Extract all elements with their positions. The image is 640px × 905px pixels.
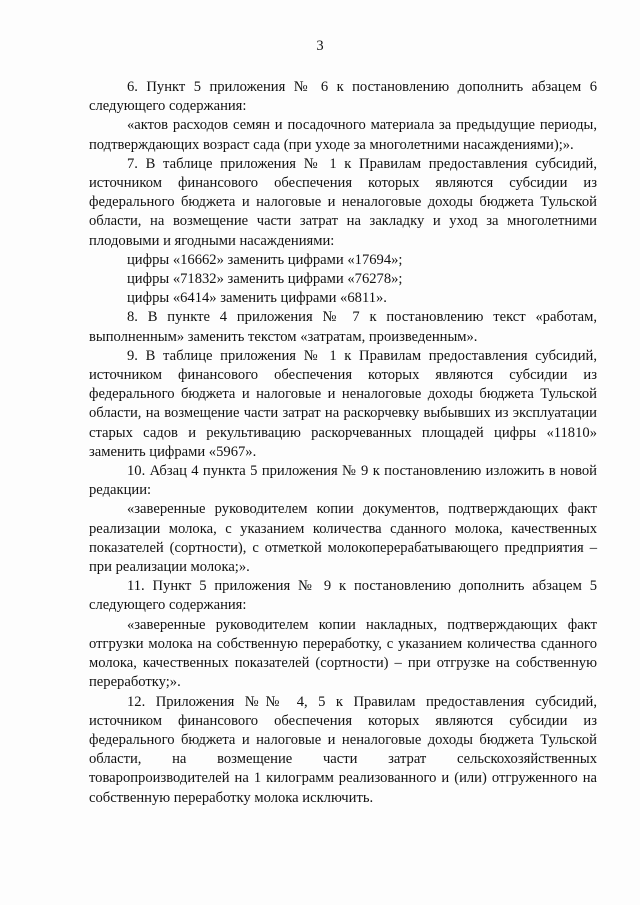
paragraph-item-8: 8. В пункте 4 приложения № 7 к постановлению текст «работам, выполненным» заменить текстом «затратам, произведенным». [89, 309, 597, 345]
paragraph-item-12: 12. Приложения №№ 4, 5 к Правилам предоставления субсидий, источником финансового обеспечения которых являются субсидии из федерального бюджета и налоговые и неналоговые доходы бюджета Тульской области, на возмещение части затрат сельскохозяйственных товаропроизводителей на 1 килограмм реализованного и (или) отгруженного на собственную переработку молока исключить. [89, 693, 597, 806]
paragraph-item-10: 10. Абзац 4 пункта 5 приложения № 9 к постановлению изложить в новой редакции: [89, 463, 597, 499]
paragraph-item-6: 6. Пункт 5 приложения № 6 к постановлению дополнить абзацем 6 следующего содержания: [89, 79, 597, 115]
paragraph-item-11: 11. Пункт 5 приложения № 9 к постановлению дополнить абзацем 5 следующего содержания: [89, 578, 597, 614]
paragraph-item-7: 7. В таблице приложения № 1 к Правилам предоставления субсидий, источником финансового обеспечения которых являются субсидии из федерального бюджета и налоговые и неналоговые доходы бюджета Тульской области, на возмещение части затрат на закладку и уход за многолетними плодовыми и ягодными насаждениями: [89, 155, 597, 249]
document-body [89, 78, 597, 808]
paragraph-quote-item-10: «заверенные руководителем копии документов, подтверждающих факт реализации молока, с указанием количества сданного молока, качественных показателей (сортности), с отметкой молокоперерабатывающего предприятия – при реализации молока;». [89, 501, 597, 576]
paragraph-quote-item-11: «заверенные руководителем копии накладных, подтверждающих факт отгрузки молока на собственную переработку, с указанием количества сданного молока, качественных показателей (сортности) – при отгрузке на собственную переработку;». [89, 616, 597, 691]
paragraph-item-9: 9. В таблице приложения № 1 к Правилам предоставления субсидий, источником финансового обеспечения которых являются субсидии из федерального бюджета и налоговые и неналоговые доходы бюджета Тульской области, на возмещение части затрат на раскорчевку выбывших из эксплуатации старых садов и рекультивацию раскорчеванных площадей цифры «11810» заменить цифрами «5967». [89, 347, 597, 460]
paragraph-quote-item-6: «актов расходов семян и посадочного материала за предыдущие периоды, подтверждающих возраст сада (при уходе за многолетними насаждениями);». [89, 117, 597, 153]
paragraph-replace-2: цифры «71832» заменить цифрами «76278»; [127, 271, 403, 288]
paragraph-replace-3: цифры «6414» заменить цифрами «6811». [127, 290, 387, 307]
page-number: 3 [316, 38, 324, 54]
paragraph-replace-1: цифры «16662» заменить цифрами «17694»; [127, 251, 403, 268]
